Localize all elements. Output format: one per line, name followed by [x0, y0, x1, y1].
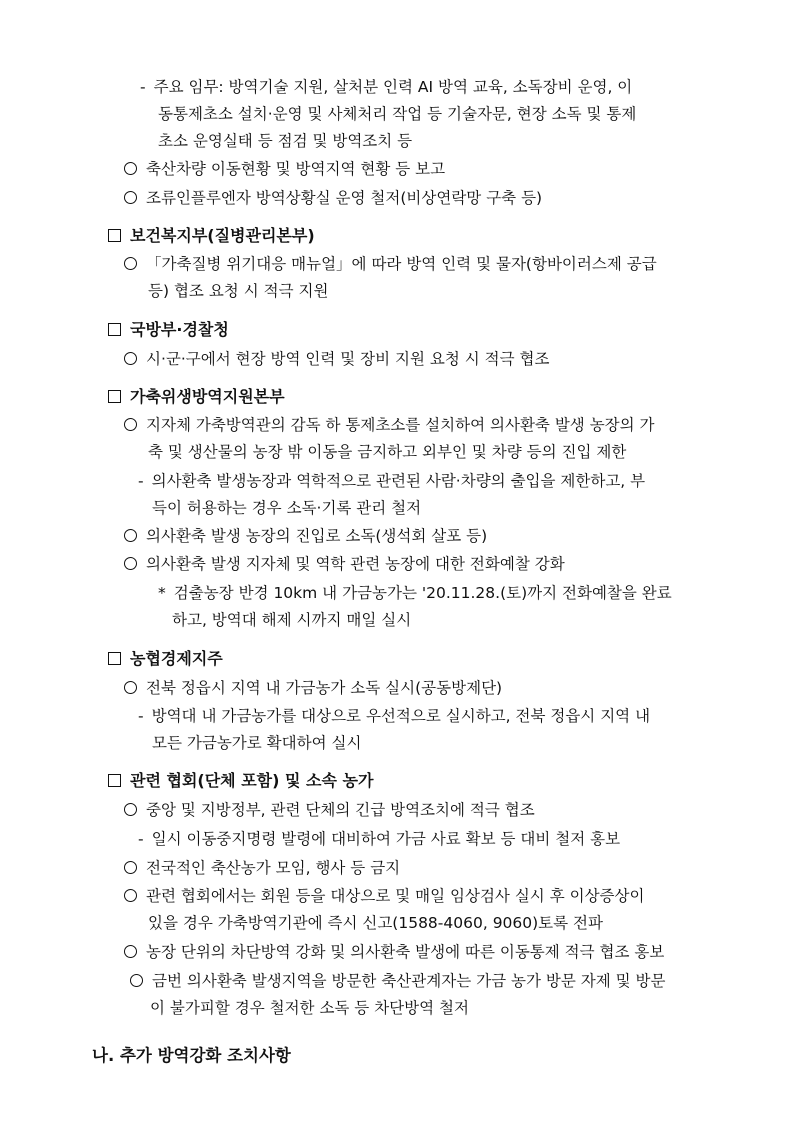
dash-marker: - — [138, 472, 144, 490]
bullet-text: 시·군·구에서 현장 방역 인력 및 장비 지원 요청 시 적극 협조 — [146, 350, 550, 368]
dash-continuation: 모든 가금농가로 확대하여 실시 — [152, 734, 362, 752]
section-header — [108, 647, 223, 671]
checkbox-square-icon — [108, 390, 121, 403]
bullet-item — [124, 856, 400, 880]
circle-bullet-icon — [124, 803, 137, 816]
bullet-item — [124, 347, 550, 371]
bullet-text: 전북 정읍시 지역 내 가금농가 소독 실시(공동방제단) — [146, 679, 503, 697]
bullet-continuation: 축 및 생산물의 농장 밖 이동을 금지하고 외부인 및 차량 등의 진입 제한 — [148, 443, 627, 461]
checkbox-square-icon — [108, 774, 121, 787]
bullet-text: 축산차량 이동현황 및 방역지역 현황 등 보고 — [146, 160, 446, 178]
section-header — [108, 224, 315, 248]
bullet-item — [124, 524, 487, 548]
note-item — [158, 581, 672, 605]
dash-item — [140, 75, 632, 99]
bullet-item — [124, 676, 502, 700]
dash-marker: - — [138, 830, 144, 848]
section-header — [108, 769, 373, 793]
bullet-text: 「가축질병 위기대응 매뉴얼」에 따라 방역 인력 및 물자(항바이러스제 공급 — [146, 255, 657, 273]
circle-bullet-icon — [124, 162, 137, 175]
circle-bullet-icon — [130, 974, 143, 987]
bullet-text: 금번 의사환축 발생지역을 방문한 축산관계자는 가금 농가 방문 자제 및 방문 — [152, 972, 666, 990]
circle-bullet-icon — [124, 889, 137, 902]
circle-bullet-icon — [124, 418, 137, 431]
dash-item — [138, 827, 620, 851]
bullet-item — [124, 413, 655, 437]
section-heading: 나. 추가 방역강화 조치사항 — [92, 1046, 291, 1065]
circle-bullet-icon — [124, 861, 137, 874]
circle-bullet-icon — [124, 352, 137, 365]
checkbox-square-icon — [108, 652, 121, 665]
section-title: 국방부·경찰청 — [130, 320, 229, 339]
bullet-item — [124, 157, 445, 181]
section-header — [108, 385, 285, 409]
checkbox-square-icon — [108, 229, 121, 242]
bullet-text: 중앙 및 지방정부, 관련 단체의 긴급 방역조치에 적극 협조 — [146, 801, 535, 819]
bullet-item — [124, 552, 565, 576]
bullet-item — [124, 940, 664, 964]
bullet-text: 의사환축 발생 지자체 및 역학 관련 농장에 대한 전화예찰 강화 — [146, 555, 565, 573]
bullet-continuation: 등) 협조 요청 시 적극 지원 — [148, 282, 329, 300]
section-header — [108, 318, 229, 342]
dash-marker: - — [138, 707, 144, 725]
bullet-text: 조류인플루엔자 방역상황실 운영 철저(비상연락망 구축 등) — [146, 189, 543, 207]
dash-continuation: 동통제초소 설치·운영 및 사체처리 작업 등 기술자문, 현장 소독 및 통제 — [158, 105, 637, 123]
note-continuation: 하고, 방역대 해제 시까지 매일 실시 — [172, 611, 412, 629]
section-title: 보건복지부(질병관리본부) — [130, 226, 315, 245]
dash-text: 주요 임무: 방역기술 지원, 살처분 인력 AI 방역 교육, 소독장비 운영, 이 — [153, 78, 633, 96]
dash-text: 의사환축 발생농장과 역학적으로 관련된 사람·차량의 출입을 제한하고, 부 — [151, 472, 646, 490]
dash-item — [138, 469, 645, 493]
bullet-item — [124, 798, 535, 822]
bullet-continuation: 있을 경우 가축방역기관에 즉시 신고(1588-4060, 9060)토록 전파 — [148, 914, 604, 932]
circle-bullet-icon — [124, 529, 137, 542]
bullet-continuation: 이 불가피할 경우 철저한 소독 등 차단방역 철저 — [150, 999, 469, 1017]
bullet-text: 전국적인 축산농가 모임, 행사 등 금지 — [146, 859, 401, 877]
circle-bullet-icon — [124, 681, 137, 694]
circle-bullet-icon — [124, 191, 137, 204]
checkbox-square-icon — [108, 323, 121, 336]
asterisk-marker: * — [158, 584, 166, 602]
dash-marker: - — [140, 78, 146, 96]
dash-item — [138, 704, 650, 728]
section-title: 관련 협회(단체 포함) 및 소속 농가 — [130, 771, 374, 790]
bullet-text: 농장 단위의 차단방역 강화 및 의사환축 발생에 따른 이동통제 적극 협조 홍보 — [146, 943, 665, 961]
bullet-text: 지자체 가축방역관의 감독 하 통제초소를 설치하여 의사환축 발생 농장의 가 — [146, 416, 655, 434]
dash-text: 방역대 내 가금농가를 대상으로 우선적으로 실시하고, 전북 정읍시 지역 내 — [151, 707, 651, 725]
bullet-text: 관련 협회에서는 회원 등을 대상으로 및 매일 임상검사 실시 후 이상증상이 — [146, 887, 645, 905]
circle-bullet-icon — [124, 257, 137, 270]
dash-continuation: 득이 허용하는 경우 소독·기록 관리 철저 — [152, 499, 422, 517]
dash-continuation: 초소 운영실태 등 점검 및 방역조치 등 — [158, 132, 413, 150]
bullet-item — [124, 252, 657, 276]
circle-bullet-icon — [124, 557, 137, 570]
bullet-item — [130, 969, 665, 993]
bullet-item — [124, 884, 644, 908]
bullet-text: 의사환축 발생 농장의 진입로 소독(생석회 살포 등) — [146, 527, 488, 545]
section-title: 농협경제지주 — [130, 649, 223, 668]
dash-text: 일시 이동중지명령 발령에 대비하여 가금 사료 확보 등 대비 철저 홍보 — [151, 830, 621, 848]
note-text: 검출농장 반경 10km 내 가금농가는 '20.11.28.(토)까지 전화예찰을 완료 — [173, 584, 672, 602]
bullet-item — [124, 186, 542, 210]
circle-bullet-icon — [124, 945, 137, 958]
section-title: 가축위생방역지원본부 — [130, 387, 285, 406]
